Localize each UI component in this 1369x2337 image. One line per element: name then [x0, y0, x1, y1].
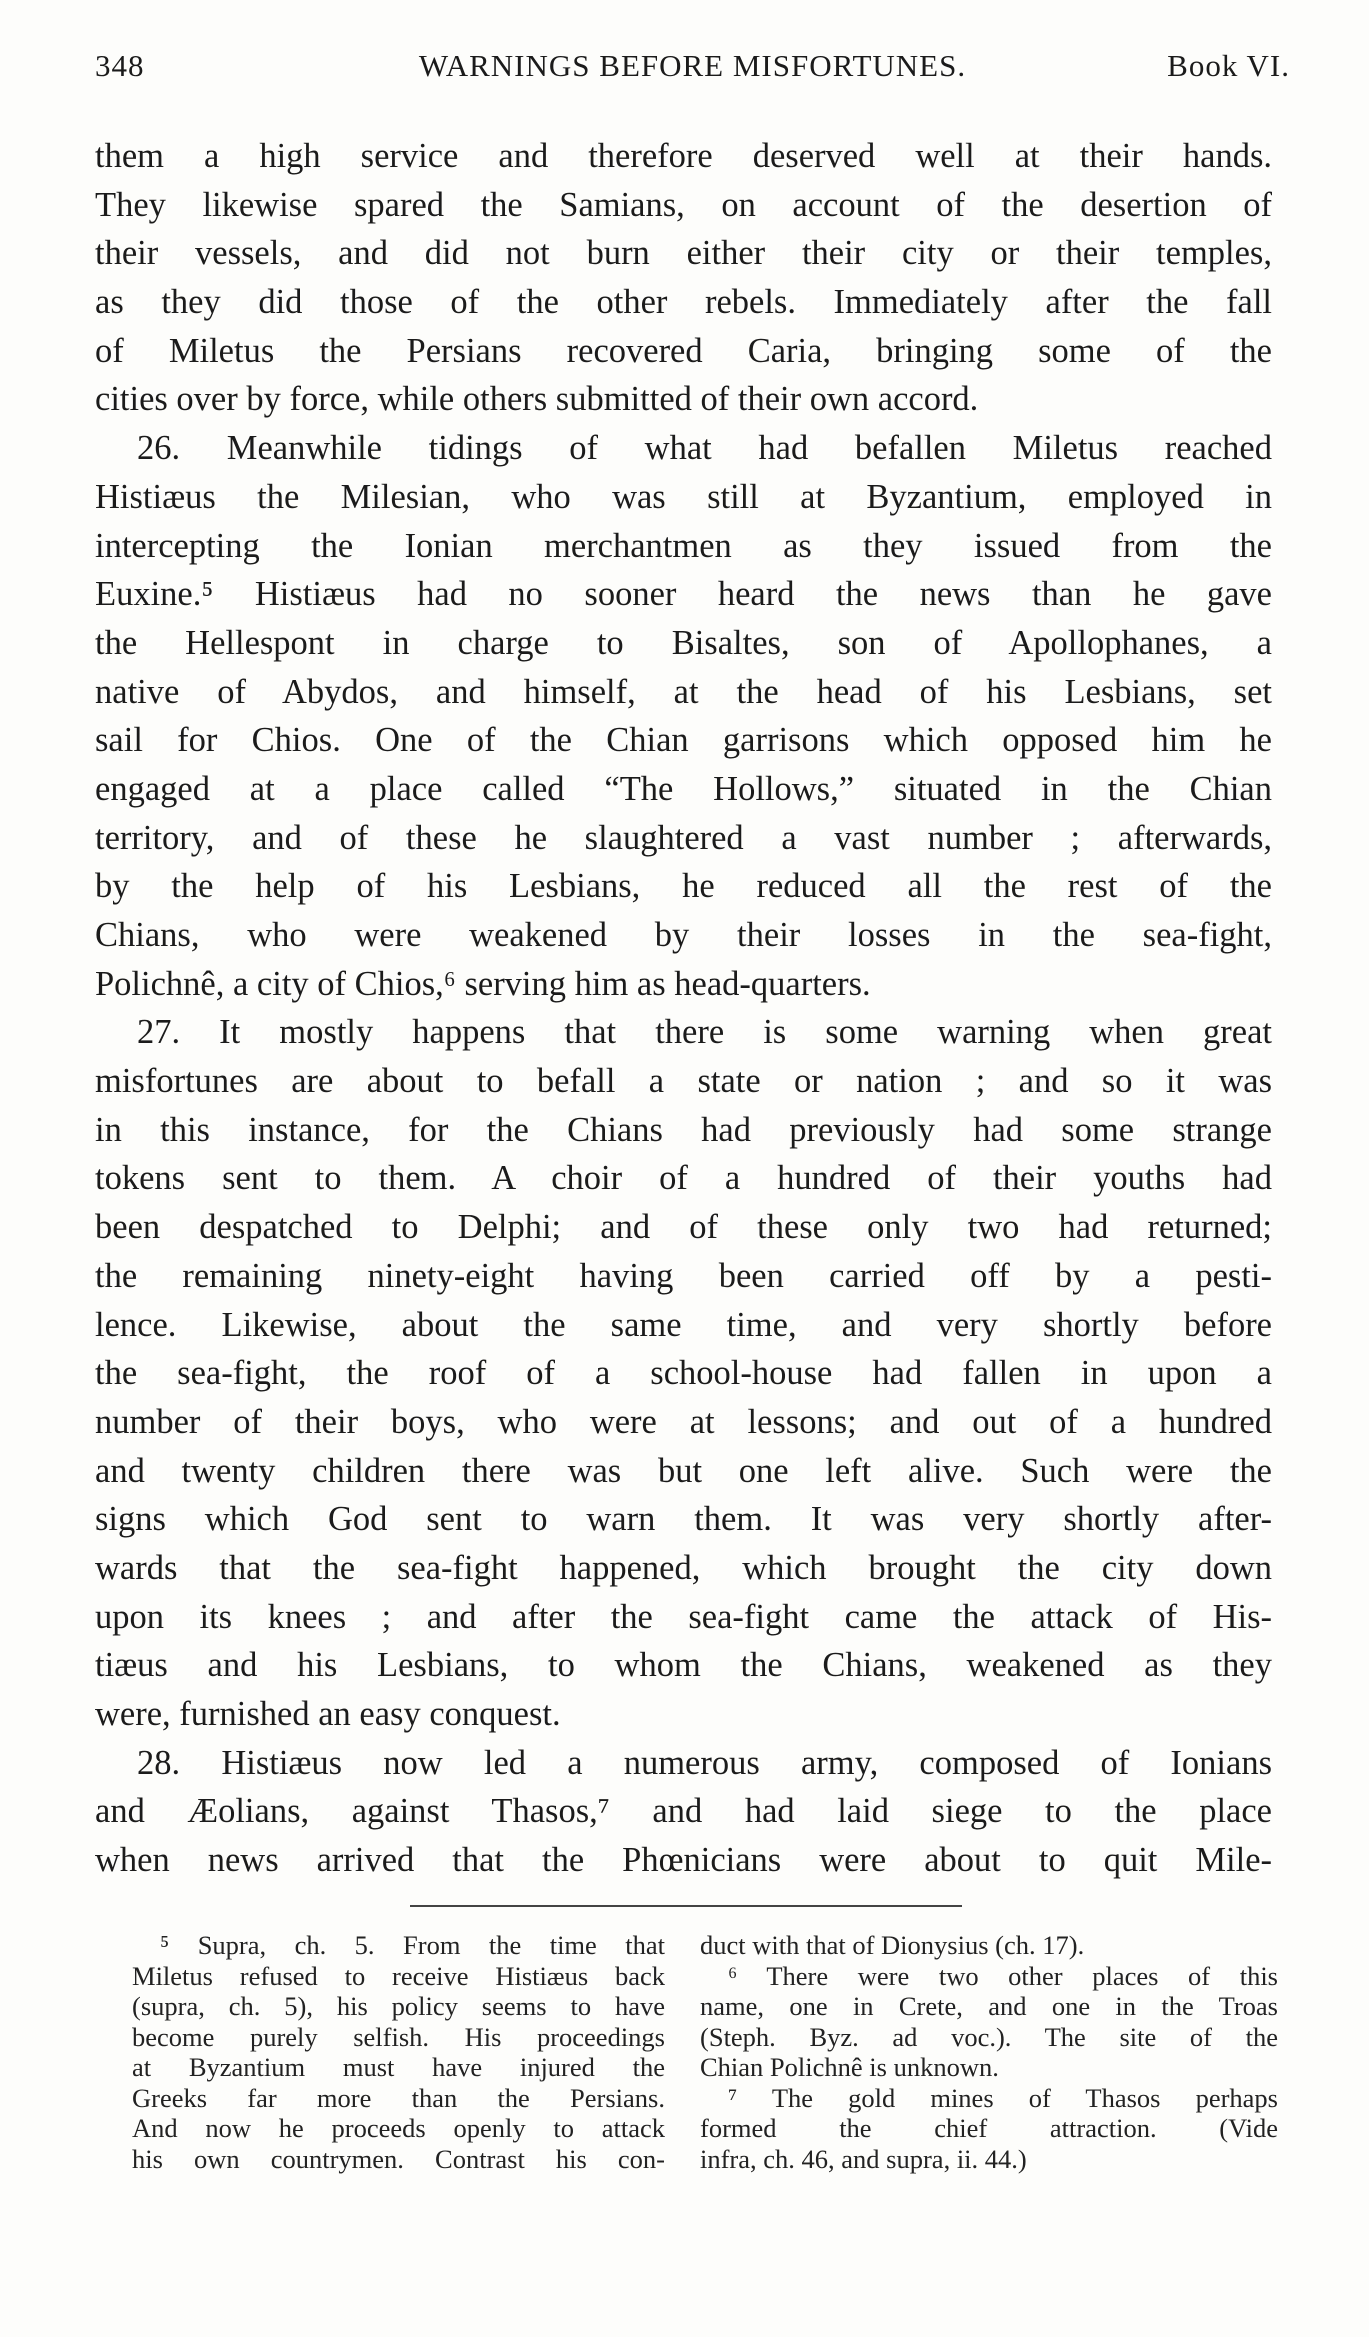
text-line: tiæus and his Lesbians, to whom the Chians, weakened as they — [95, 1646, 1272, 1685]
text-line: in this instance, for the Chians had previously had some strange — [95, 1110, 1272, 1149]
text-line: cities over by force, while others submitted of their own accord. — [95, 380, 979, 419]
text-line: Histiæus the Milesian, who was still at Byzantium, employed in — [95, 477, 1272, 516]
text-line — [95, 1787, 1272, 1836]
text-fragment: and Æolians, against Thasos, — [95, 1792, 598, 1831]
text-line: when news arrived that the Phœnicians were about to quit Mile- — [95, 1841, 1272, 1880]
page-number: 348 — [95, 48, 145, 83]
text-fragment: ⁶ serving him as head-quarters. — [443, 964, 871, 1003]
text-line: intercepting the Ionian merchantmen as they issued from the — [95, 526, 1272, 565]
text-line: the sea-fight, the roof of a school-house had fallen in upon a — [95, 1354, 1272, 1393]
text-line: misfortunes are about to befall a state or nation ; and so it was — [95, 1062, 1272, 1101]
text-line: native of Abydos, and himself, at the head of his Lesbians, set — [95, 672, 1272, 711]
text-line: tokens sent to them. A choir of a hundred of their youths had — [95, 1159, 1272, 1198]
text-line: number of their boys, who were at lessons; and out of a hundred — [95, 1402, 1272, 1441]
footnote-line: Miletus refused to receive Histiæus back — [132, 1960, 665, 1991]
footnote-line: infra, ch. 46, and supra, ii. 44.) — [700, 2143, 1027, 2174]
text-line — [95, 960, 1272, 1009]
footnote-line: at Byzantium must have injured the — [132, 2052, 665, 2082]
text-line — [95, 570, 1272, 619]
text-line: They likewise spared the Samians, on account of the desertion of — [95, 185, 1272, 224]
text-line: signs which God sent to warn them. It was very shortly after- — [95, 1500, 1272, 1539]
footnote-line: Chian Polichnê is unknown. — [700, 2052, 999, 2082]
text-fragment: Polichnê, a city of Chios, — [95, 964, 444, 1003]
section-27-start: 27. It mostly happens that there is some warning when great — [137, 1013, 1272, 1052]
footnotes-right-column — [700, 1930, 1278, 2174]
footnote-line: Greeks far more than the Persians. — [132, 2082, 665, 2113]
running-title: WARNINGS BEFORE MISFORTUNES. — [418, 48, 967, 83]
text-line: them a high service and therefore deserved well at their hands. — [95, 137, 1272, 175]
text-line: the Hellespont in charge to Bisaltes, son of Apollophanes, a — [95, 623, 1272, 662]
text-line: Chians, who were weakened by their losses in the sea-fight, — [95, 916, 1272, 954]
footnote-line: ⁶ There were two other places of this — [728, 1960, 1278, 1991]
footnote-line: ⁵ Supra, ch. 5. From the time that — [160, 1930, 665, 1960]
running-header — [95, 48, 1290, 88]
text-line: the remaining ninety-eight having been carried off by a pesti- — [95, 1256, 1272, 1295]
footnote-divider — [410, 1905, 962, 1907]
text-line: and twenty children there was but one left alive. Such were the — [95, 1451, 1272, 1490]
footnote-line: duct with that of Dionysius (ch. 17). — [700, 1930, 1085, 1960]
footnote-line: (Steph. Byz. ad voc.). The site of the — [700, 2021, 1278, 2052]
text-line: wards that the sea-fight happened, which brought the city down — [95, 1548, 1272, 1587]
footnote-line: And now he proceeds openly to attack — [132, 2113, 665, 2143]
section-26-start: 26. Meanwhile tidings of what had befallen Miletus reached — [137, 429, 1272, 468]
text-line: by the help of his Lesbians, he reduced all the rest of the — [95, 867, 1272, 906]
footnote-line: formed the chief attraction. (Vide — [700, 2113, 1278, 2143]
text-line: sail for Chios. One of the Chian garrisons which opposed him he — [95, 721, 1272, 760]
text-line: lence. Likewise, about the same time, and very shortly before — [95, 1305, 1272, 1344]
text-line: as they did those of the other rebels. Immediately after the fall — [95, 283, 1272, 322]
footnote-line: ⁷ The gold mines of Thasos perhaps — [728, 2082, 1278, 2113]
footnote-line: become purely selfish. His proceedings — [132, 2021, 665, 2052]
text-line: their vessels, and did not burn either their city or their temples, — [95, 234, 1272, 273]
text-line: been despatched to Delphi; and of these only two had returned; — [95, 1208, 1272, 1247]
footnote-line: his own countrymen. Contrast his con- — [132, 2143, 665, 2174]
text-fragment: Euxine. — [95, 575, 202, 614]
footnote-line: name, one in Crete, and one in the Troas — [700, 1991, 1278, 2021]
text-line: territory, and of these he slaughtered a vast number ; afterwards, — [95, 818, 1272, 857]
footnotes-left-column — [132, 1930, 665, 2174]
text-line: were, furnished an easy conquest. — [95, 1695, 561, 1733]
footnote-line: (supra, ch. 5), his policy seems to have — [132, 1991, 665, 2021]
book-label: Book VI. — [1167, 48, 1290, 83]
section-28-start: 28. Histiæus now led a numerous army, composed of Ionians — [137, 1743, 1272, 1782]
text-line: upon its knees ; and after the sea-fight came the attack of His- — [95, 1597, 1272, 1636]
text-fragment: ⁵ Histiæus had no sooner heard the news than he gave — [201, 575, 1272, 614]
text-line: of Miletus the Persians recovered Caria, bringing some of the — [95, 331, 1272, 370]
text-line: engaged at a place called “The Hollows,” situated in the Chian — [95, 769, 1272, 808]
text-fragment: ⁷ and had laid siege to the place — [597, 1792, 1272, 1831]
main-text — [95, 132, 1272, 1885]
